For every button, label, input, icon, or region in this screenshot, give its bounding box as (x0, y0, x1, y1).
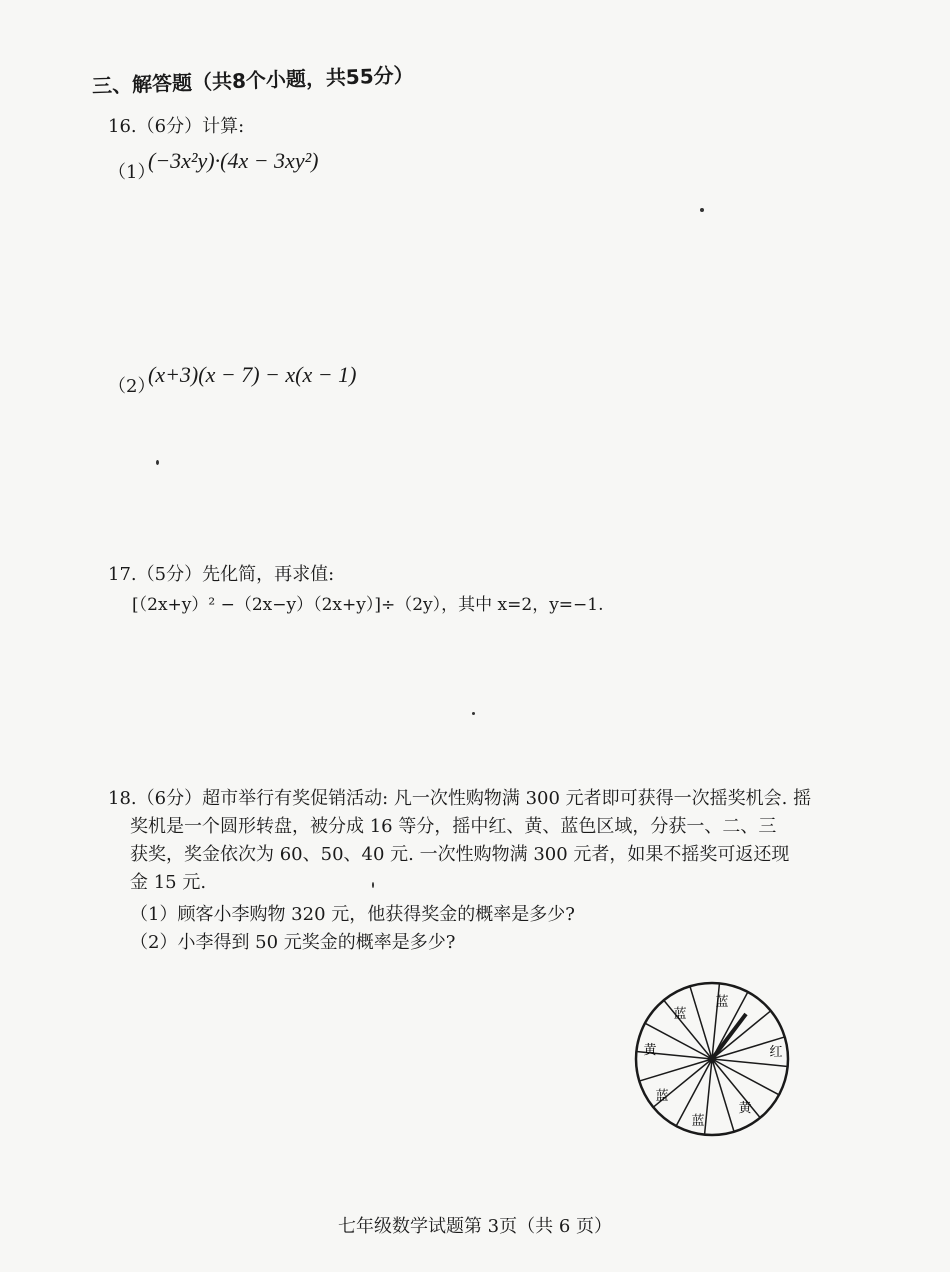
spinner-label-blue-2: 蓝 (715, 995, 729, 1010)
spinner-label-blue-4: 蓝 (691, 1114, 705, 1129)
prize-spinner-figure (632, 978, 792, 1140)
spinner-label-blue-1: 蓝 (673, 1007, 687, 1022)
q16-part2-label: （2） (108, 376, 156, 397)
q16-header: 16.（6分）计算: (108, 116, 245, 137)
q18-line-1: 18.（6分）超市举行有奖促销活动: 凡一次性购物满 300 元者即可获得一次摇奖机会. 摇 (108, 788, 812, 809)
scan-speck (156, 460, 159, 465)
spinner-sector-line (639, 1059, 712, 1081)
q18-subquestion-1: （1）顾客小李购物 320 元，他获得奖金的概率是多少? (130, 904, 575, 925)
spinner-sector-line (664, 1000, 712, 1059)
spinner-label-yellow-1: 黄 (643, 1043, 657, 1058)
spinner-sector-line (712, 1059, 760, 1118)
spinner-label-yellow-2: 黄 (738, 1101, 752, 1116)
spinner-label-red: 红 (769, 1045, 783, 1060)
q18-line-2: 奖机是一个圆形转盘，被分成 16 等分，摇中红、黄、蓝色区域，分获一、二、三 (130, 816, 777, 837)
scan-speck (700, 208, 704, 212)
q16-part1-label: （1） (108, 162, 156, 183)
spinner-sector-line (712, 1059, 734, 1132)
scan-speck (472, 712, 475, 715)
page-footer: 七年级数学试题第 3页（共 6 页） (337, 1216, 613, 1237)
q16-part1-expression: (−3x²y)·(4x − 3xy²) (148, 148, 319, 173)
q18-line-4: 金 15 元. (130, 872, 207, 893)
scan-speck (372, 882, 374, 888)
spinner-label-blue-3: 蓝 (655, 1089, 669, 1104)
q18-subquestion-2: （2）小李得到 50 元奖金的概率是多少? (130, 932, 456, 953)
q18-line-3: 获奖，奖金依次为 60、50、40 元. 一次性购物满 300 元者，如果不摇奖可返还现 (130, 844, 790, 865)
q17-expression: [（2x+y）² −（2x−y）（2x+y）]÷（2y），其中 x=2，y=−1. (132, 595, 604, 615)
spinner-hub (708, 1055, 716, 1063)
spinner-sector-line (690, 986, 712, 1059)
q16-part2-expression: (x+3)(x − 7) − x(x − 1) (148, 362, 357, 387)
section-title: 三、解答题（共8个小题，共55分） (91, 62, 415, 98)
q18-paragraph (108, 785, 828, 957)
q17-header: 17.（5分）先化简，再求值: (108, 564, 335, 585)
spinner-pointer (712, 1014, 746, 1059)
